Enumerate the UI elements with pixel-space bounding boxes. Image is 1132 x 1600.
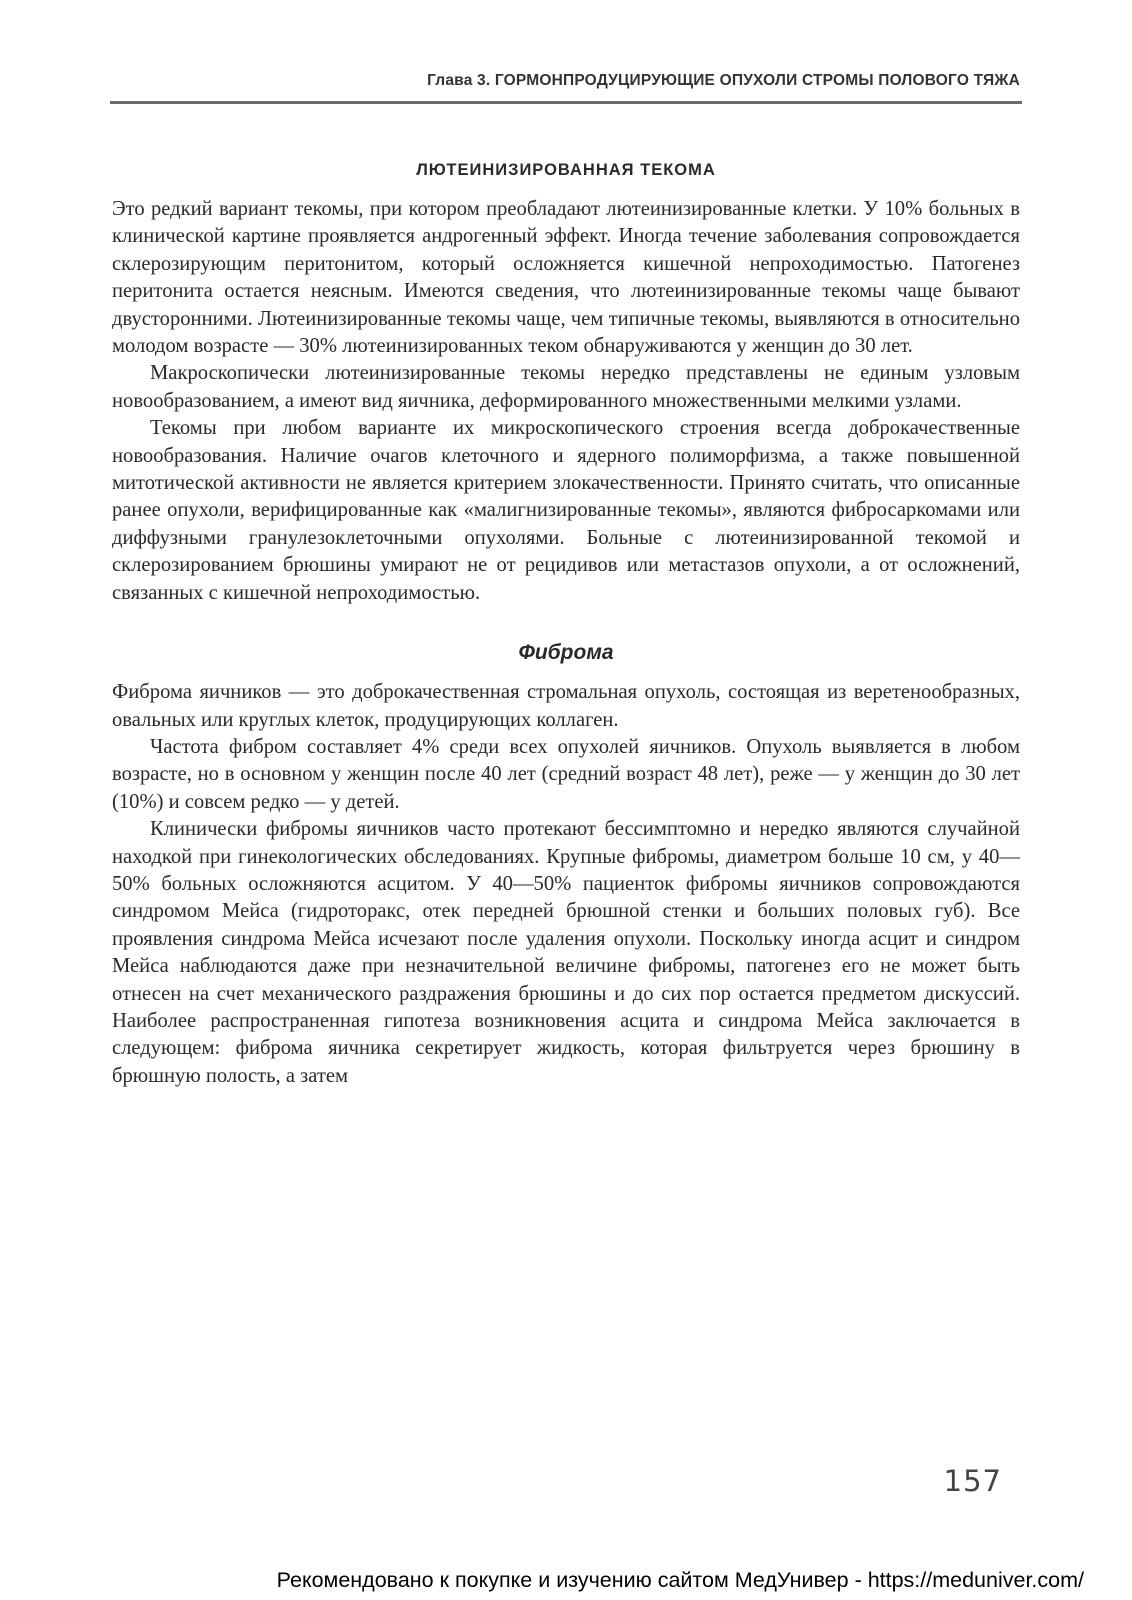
footer-note: Рекомендовано к покупке и изучению сайтом МедУнивер - https://meduniver.com/ (276, 1568, 1084, 1592)
paragraph: Текомы при любом варианте их микроскопического строения всегда доброкачественные новообразования. Наличие очагов клеточного и ядерного полиморфизма, а также повышенной митотической активности не является критерием злокачественности. Принято считать, что описанные ранее опухоли, верифицированные как «малигнизированные текомы», являются фибросаркомами или диффузными гранулезоклеточными опухолями. Больные с лютеинизированной текомой и склерозированием брюшины умирают не от рецидивов или метастазов опухоли, а от осложнений, связанных с кишечной непроходимостью. (112, 417, 1020, 604)
running-header: Глава 3. ГОРМОНПРОДУЦИРУЮЩИЕ ОПУХОЛИ СТРОМЫ ПОЛОВОГО ТЯЖА (427, 72, 1020, 89)
paragraph: Клинически фибромы яичников часто протекают бессимптомно и нередко являются случайной находкой при гинекологических обследованиях. Крупные фибромы, диаметром больше 10 см, у 40—50% больных осложняются асцитом. У 40—50% пациенток фибромы яичников сопровождаются синдромом Мейса (гидроторакс, отек передней брюшной стенки и больших половых губ). Все проявления синдрома Мейса исчезают после удаления опухоли. Поскольку иногда асцит и синдром Мейса наблюдаются даже при незначительной величине фибромы, патогенез его не может быть отнесен на счет механического раздражения брюшины и до сих пор остается предметом дискуссий. Наиболее распространенная гипотеза возникновения асцита и синдрома Мейса заключается в следующем: фиброма яичника секретирует жидкость, которая фильтруется через брюшину в брюшную полость, а затем (112, 818, 1020, 1087)
header-rule (110, 101, 1022, 104)
section-title: ЛЮТЕИНИЗИРОВАННАЯ ТЕКОМА (416, 161, 716, 179)
paragraph: Фиброма яичников — это доброкачественная стромальная опухоль, состоящая из веретенообразных, овальных или круглых клеток, продуцирующих коллаген. (112, 681, 1020, 731)
paragraph: Частота фибром составляет 4% среди всех опухолей яичников. Опухоль выявляется в любом возрасте, но в основном у женщин после 40 лет (средний возраст 48 лет), реже — у женщин до 30 лет (10%) и совсем редко — у детей. (112, 735, 1020, 813)
page-number: 157 (943, 1464, 1002, 1498)
page-body (112, 158, 1020, 1090)
paragraph: Это редкий вариант текомы, при котором преобладают лютеинизированные клетки. У 10% больных в клинической картине проявляется андрогенный эффект. Иногда течение заболевания сопровождается склерозирующим перитонитом, который осложняется кишечной непроходимостью. Патогенез перитонита остается неясным. Имеются сведения, что лютеинизированные текомы чаще бывают двусторонними. Лютеинизированные текомы чаще, чем типичные текомы, выявляются в относительно молодом возрасте — 30% лютеинизированных теком обнаруживаются у женщин до 30 лет. (112, 198, 1020, 358)
subsection-title: Фиброма (518, 641, 614, 665)
paragraph: Макроскопически лютеинизированные текомы нередко представлены не единым узловым новообразованием, а имеют вид яичника, деформированного множественными мелкими узлами. (112, 362, 1020, 412)
